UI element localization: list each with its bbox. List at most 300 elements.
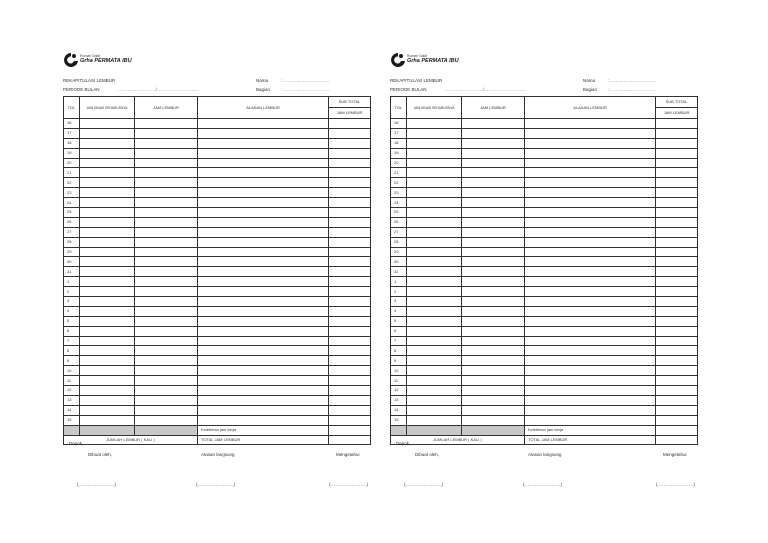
subtotal-cell[interactable] — [329, 356, 371, 366]
subtotal-cell[interactable] — [329, 208, 371, 218]
alasan-cell[interactable] — [198, 188, 329, 198]
alasan-cell[interactable] — [525, 386, 656, 396]
jam-dinas-cell[interactable] — [407, 366, 462, 376]
alasan-cell[interactable] — [525, 267, 656, 277]
jam-dinas-cell[interactable] — [80, 257, 135, 267]
alasan-cell[interactable] — [525, 287, 656, 297]
jam-dinas-cell[interactable] — [80, 326, 135, 336]
subtotal-cell[interactable] — [656, 405, 698, 415]
jam-dinas-cell[interactable] — [407, 198, 462, 208]
table-row — [391, 356, 698, 366]
atasan-label: Atasan langsung — [201, 452, 235, 457]
alasan-cell[interactable] — [525, 148, 656, 158]
row-date: 9 — [391, 356, 407, 366]
subtotal-cell[interactable] — [329, 366, 371, 376]
jam-dinas-cell[interactable] — [407, 188, 462, 198]
subtotal-cell[interactable] — [329, 198, 371, 208]
jam-dinas-cell[interactable] — [80, 267, 135, 277]
jam-dinas-cell[interactable] — [407, 376, 462, 386]
alasan-cell[interactable] — [525, 257, 656, 267]
table-row — [391, 208, 698, 218]
subtotal-cell[interactable] — [329, 257, 371, 267]
alasan-cell[interactable] — [198, 247, 329, 257]
jam-lembur-cell[interactable] — [135, 227, 198, 237]
jam-lembur-cell[interactable] — [135, 267, 198, 277]
alasan-cell[interactable] — [525, 297, 656, 307]
kelebihan-value[interactable] — [329, 425, 371, 435]
alasan-cell[interactable] — [525, 366, 656, 376]
name-field[interactable]: :………………………… — [281, 78, 330, 83]
alasan-cell[interactable] — [525, 306, 656, 316]
subtotal-cell[interactable] — [329, 178, 371, 188]
jam-lembur-cell[interactable] — [462, 405, 525, 415]
shaded-cell — [407, 425, 462, 435]
alasan-cell[interactable] — [525, 415, 656, 425]
subtotal-cell[interactable] — [656, 237, 698, 247]
jam-lembur-cell[interactable] — [135, 415, 198, 425]
jam-lembur-cell[interactable] — [462, 188, 525, 198]
jam-lembur-cell[interactable] — [135, 395, 198, 405]
alasan-cell[interactable] — [198, 297, 329, 307]
subtotal-cell[interactable] — [656, 395, 698, 405]
alasan-cell[interactable] — [525, 188, 656, 198]
jam-lembur-cell[interactable] — [462, 306, 525, 316]
signature-mengetahui[interactable]: (……………………) — [656, 482, 695, 487]
subtotal-cell[interactable] — [329, 346, 371, 356]
subtotal-cell[interactable] — [656, 336, 698, 346]
alasan-cell[interactable] — [525, 395, 656, 405]
table-row — [391, 217, 698, 227]
subtotal-cell[interactable] — [329, 128, 371, 138]
subtotal-cell[interactable] — [329, 119, 371, 129]
jam-dinas-cell[interactable] — [407, 316, 462, 326]
subtotal-cell[interactable] — [656, 316, 698, 326]
jam-lembur-cell[interactable] — [462, 168, 525, 178]
jam-lembur-cell[interactable] — [135, 178, 198, 188]
row-date: 9 — [64, 356, 80, 366]
jam-dinas-cell[interactable] — [80, 306, 135, 316]
jam-lembur-cell[interactable] — [462, 208, 525, 218]
jam-lembur-cell[interactable] — [135, 217, 198, 227]
jam-lembur-cell[interactable] — [135, 237, 198, 247]
alasan-cell[interactable] — [198, 346, 329, 356]
subtotal-cell[interactable] — [329, 336, 371, 346]
jam-dinas-cell[interactable] — [80, 148, 135, 158]
jam-lembur-cell[interactable] — [462, 138, 525, 148]
row-date: 2 — [64, 287, 80, 297]
subtotal-cell[interactable] — [656, 178, 698, 188]
alasan-cell[interactable] — [198, 158, 329, 168]
dept-label: Bagian — [256, 87, 271, 92]
col-tgl: TGL — [391, 97, 407, 119]
period-field[interactable]: ……………………/……………………… — [445, 87, 527, 92]
jam-dinas-cell[interactable] — [80, 128, 135, 138]
subtotal-cell[interactable] — [656, 326, 698, 336]
jam-lembur-cell[interactable] — [135, 158, 198, 168]
jam-dinas-cell[interactable] — [407, 227, 462, 237]
subtotal-cell[interactable] — [329, 237, 371, 247]
jam-lembur-cell[interactable] — [462, 376, 525, 386]
signature-mengetahui[interactable]: (……………………) — [329, 482, 368, 487]
jam-lembur-cell[interactable] — [135, 148, 198, 158]
table-row — [391, 306, 698, 316]
alasan-cell[interactable] — [525, 336, 656, 346]
subtotal-cell[interactable] — [329, 287, 371, 297]
jam-dinas-cell[interactable] — [407, 257, 462, 267]
row-date: 16 — [391, 119, 407, 129]
alasan-cell[interactable] — [525, 346, 656, 356]
table-row — [391, 188, 698, 198]
jam-lembur-cell[interactable] — [135, 128, 198, 138]
table-row — [391, 395, 698, 405]
jam-lembur-cell[interactable] — [135, 277, 198, 287]
jam-dinas-cell[interactable] — [80, 415, 135, 425]
alasan-cell[interactable] — [198, 138, 329, 148]
alasan-cell[interactable] — [525, 376, 656, 386]
table-row — [391, 316, 698, 326]
subtotal-cell[interactable] — [656, 119, 698, 129]
jam-dinas-cell[interactable] — [80, 227, 135, 237]
jam-dinas-cell[interactable] — [407, 148, 462, 158]
subtotal-cell[interactable] — [329, 188, 371, 198]
row-date: 7 — [64, 336, 80, 346]
subtotal-cell[interactable] — [656, 208, 698, 218]
jam-lembur-cell[interactable] — [462, 257, 525, 267]
subtotal-cell[interactable] — [329, 395, 371, 405]
jam-lembur-cell[interactable] — [462, 336, 525, 346]
jam-dinas-cell[interactable] — [80, 158, 135, 168]
subtotal-cell[interactable] — [656, 267, 698, 277]
alasan-cell[interactable] — [198, 405, 329, 415]
jam-dinas-cell[interactable] — [407, 346, 462, 356]
row-date: 23 — [391, 188, 407, 198]
subtotal-cell[interactable] — [656, 277, 698, 287]
jam-lembur-cell[interactable] — [135, 316, 198, 326]
alasan-cell[interactable] — [198, 119, 329, 129]
period-label: PERIODE BULAN — [63, 87, 100, 92]
row-date: 13 — [391, 395, 407, 405]
jam-lembur-cell[interactable] — [135, 376, 198, 386]
jam-lembur-cell[interactable] — [462, 178, 525, 188]
total-value[interactable] — [329, 435, 371, 445]
subtotal-cell[interactable] — [329, 386, 371, 396]
jam-lembur-cell[interactable] — [135, 138, 198, 148]
subtotal-cell[interactable] — [329, 277, 371, 287]
subtotal-cell[interactable] — [656, 158, 698, 168]
jam-lembur-cell[interactable] — [462, 158, 525, 168]
jam-lembur-cell[interactable] — [462, 366, 525, 376]
alasan-cell[interactable] — [525, 168, 656, 178]
jam-dinas-cell[interactable] — [407, 119, 462, 129]
row-date: 17 — [64, 128, 80, 138]
hospital-logo — [63, 52, 143, 70]
jam-dinas-cell[interactable] — [407, 415, 462, 425]
subtotal-cell[interactable] — [329, 227, 371, 237]
alasan-cell[interactable] — [198, 306, 329, 316]
alasan-cell[interactable] — [198, 316, 329, 326]
jam-lembur-cell[interactable] — [135, 257, 198, 267]
alasan-cell[interactable] — [198, 237, 329, 247]
jam-dinas-cell[interactable] — [407, 237, 462, 247]
subtotal-cell[interactable] — [656, 168, 698, 178]
jam-lembur-cell[interactable] — [462, 128, 525, 138]
jam-dinas-cell[interactable] — [80, 247, 135, 257]
alasan-cell[interactable] — [525, 208, 656, 218]
jam-dinas-cell[interactable] — [80, 217, 135, 227]
jam-lembur-cell[interactable] — [135, 188, 198, 198]
signature-dibuat[interactable]: (……………………) — [404, 482, 443, 487]
jam-dinas-cell[interactable] — [407, 336, 462, 346]
jam-lembur-cell[interactable] — [462, 316, 525, 326]
subtotal-cell[interactable] — [329, 316, 371, 326]
jam-dinas-cell[interactable] — [407, 395, 462, 405]
alasan-cell[interactable] — [525, 217, 656, 227]
alasan-cell[interactable] — [198, 415, 329, 425]
alasan-cell[interactable] — [198, 227, 329, 237]
jam-lembur-cell[interactable] — [135, 208, 198, 218]
signature-atasan[interactable]: (……………………) — [196, 482, 235, 487]
jam-dinas-cell[interactable] — [80, 297, 135, 307]
jam-dinas-cell[interactable] — [407, 277, 462, 287]
period-field[interactable]: ……………………/……………………… — [118, 87, 200, 92]
subtotal-cell[interactable] — [656, 247, 698, 257]
subtotal-cell[interactable] — [656, 138, 698, 148]
alasan-cell[interactable] — [198, 277, 329, 287]
alasan-cell[interactable] — [198, 208, 329, 218]
subtotal-cell[interactable] — [329, 326, 371, 336]
subtotal-cell[interactable] — [656, 306, 698, 316]
jam-dinas-cell[interactable] — [407, 287, 462, 297]
alasan-cell[interactable] — [198, 376, 329, 386]
jam-lembur-cell[interactable] — [135, 326, 198, 336]
jam-lembur-cell[interactable] — [462, 237, 525, 247]
jam-lembur-cell[interactable] — [135, 297, 198, 307]
jam-lembur-cell[interactable] — [135, 247, 198, 257]
jam-lembur-cell[interactable] — [135, 346, 198, 356]
jam-dinas-cell[interactable] — [407, 326, 462, 336]
subtotal-cell[interactable] — [656, 217, 698, 227]
jam-lembur-cell[interactable] — [462, 267, 525, 277]
table-row — [391, 267, 698, 277]
jam-lembur-cell[interactable] — [135, 119, 198, 129]
table-row — [391, 128, 698, 138]
jam-lembur-cell[interactable] — [462, 415, 525, 425]
jam-dinas-cell[interactable] — [407, 217, 462, 227]
jam-lembur-cell[interactable] — [135, 336, 198, 346]
alasan-cell[interactable] — [525, 277, 656, 287]
subtotal-cell[interactable] — [656, 356, 698, 366]
jam-dinas-cell[interactable] — [407, 405, 462, 415]
jam-dinas-cell[interactable] — [407, 208, 462, 218]
jam-lembur-cell[interactable] — [135, 168, 198, 178]
jam-lembur-cell[interactable] — [462, 356, 525, 366]
kelebihan-value[interactable] — [656, 425, 698, 435]
signature-dibuat[interactable]: (……………………) — [77, 482, 116, 487]
subtotal-cell[interactable] — [329, 247, 371, 257]
subtotal-cell[interactable] — [656, 227, 698, 237]
form-title: REKAPITULASI LEMBUR — [63, 78, 116, 83]
subtotal-cell[interactable] — [656, 346, 698, 356]
subtotal-cell[interactable] — [656, 415, 698, 425]
dept-field[interactable]: :………………………… — [608, 87, 657, 92]
alasan-cell[interactable] — [525, 128, 656, 138]
subtotal-cell[interactable] — [329, 138, 371, 148]
jam-lembur-cell[interactable] — [462, 395, 525, 405]
jam-dinas-cell[interactable] — [80, 119, 135, 129]
table-row — [64, 267, 371, 277]
jam-lembur-cell[interactable] — [462, 148, 525, 158]
subtotal-cell[interactable] — [656, 128, 698, 138]
jam-lembur-cell[interactable] — [462, 287, 525, 297]
jam-dinas-cell[interactable] — [80, 405, 135, 415]
alasan-cell[interactable] — [525, 178, 656, 188]
subtotal-cell[interactable] — [656, 148, 698, 158]
table-row — [64, 376, 371, 386]
alasan-cell[interactable] — [198, 366, 329, 376]
alasan-cell[interactable] — [198, 386, 329, 396]
name-field[interactable]: :………………………… — [608, 78, 657, 83]
jam-dinas-cell[interactable] — [407, 178, 462, 188]
jam-dinas-cell[interactable] — [407, 168, 462, 178]
subtotal-cell[interactable] — [329, 267, 371, 277]
jam-lembur-cell[interactable] — [462, 346, 525, 356]
col-subtotal — [329, 97, 371, 119]
subtotal-cell[interactable] — [656, 366, 698, 376]
jam-dinas-cell[interactable] — [80, 346, 135, 356]
alasan-cell[interactable] — [198, 356, 329, 366]
subtotal-cell[interactable] — [329, 306, 371, 316]
jam-lembur-cell[interactable] — [135, 405, 198, 415]
subtotal-cell[interactable] — [656, 297, 698, 307]
jam-lembur-cell[interactable] — [462, 277, 525, 287]
subtotal-cell[interactable] — [329, 158, 371, 168]
table-row — [64, 297, 371, 307]
alasan-cell[interactable] — [525, 356, 656, 366]
subtotal-cell[interactable] — [656, 188, 698, 198]
alasan-cell[interactable] — [198, 178, 329, 188]
alasan-cell[interactable] — [198, 336, 329, 346]
jam-lembur-cell[interactable] — [135, 366, 198, 376]
jam-dinas-cell[interactable] — [407, 247, 462, 257]
jam-lembur-cell[interactable] — [462, 119, 525, 129]
dept-field[interactable]: :………………………… — [281, 87, 330, 92]
subtotal-cell[interactable] — [329, 376, 371, 386]
table-row — [391, 415, 698, 425]
table-row — [391, 346, 698, 356]
total-value[interactable] — [656, 435, 698, 445]
alasan-cell[interactable] — [198, 198, 329, 208]
jam-dinas-cell[interactable] — [80, 277, 135, 287]
subtotal-cell[interactable] — [656, 287, 698, 297]
jam-dinas-cell[interactable] — [80, 366, 135, 376]
subtotal-cell[interactable] — [329, 148, 371, 158]
atasan-label: Atasan langsung — [528, 452, 562, 457]
jam-dinas-cell[interactable] — [80, 237, 135, 247]
jam-dinas-cell[interactable] — [407, 158, 462, 168]
alasan-cell[interactable] — [525, 138, 656, 148]
alasan-cell[interactable] — [525, 119, 656, 129]
subtotal-cell[interactable] — [656, 257, 698, 267]
alasan-cell[interactable] — [525, 247, 656, 257]
alasan-cell[interactable] — [525, 405, 656, 415]
alasan-cell[interactable] — [525, 316, 656, 326]
signature-atasan[interactable]: (……………………) — [523, 482, 562, 487]
subtotal-cell[interactable] — [329, 405, 371, 415]
alasan-cell[interactable] — [198, 326, 329, 336]
alasan-cell[interactable] — [525, 158, 656, 168]
jam-dinas-cell[interactable] — [407, 306, 462, 316]
jam-dinas-cell[interactable] — [80, 208, 135, 218]
mengetahui-label: Mengetahui — [663, 452, 687, 457]
subtotal-cell[interactable] — [656, 198, 698, 208]
jam-dinas-cell[interactable] — [407, 386, 462, 396]
hospital-logo — [390, 52, 470, 70]
jam-dinas-cell[interactable] — [80, 168, 135, 178]
jam-dinas-cell[interactable] — [80, 386, 135, 396]
jam-lembur-cell[interactable] — [462, 227, 525, 237]
alasan-cell[interactable] — [525, 227, 656, 237]
alasan-cell[interactable] — [198, 287, 329, 297]
jam-dinas-cell[interactable] — [407, 128, 462, 138]
alasan-cell[interactable] — [198, 217, 329, 227]
alasan-cell[interactable] — [198, 128, 329, 138]
jam-dinas-cell[interactable] — [80, 356, 135, 366]
jam-lembur-cell[interactable] — [462, 297, 525, 307]
jam-dinas-cell[interactable] — [407, 297, 462, 307]
jam-lembur-cell[interactable] — [135, 306, 198, 316]
table-row — [64, 336, 371, 346]
jam-lembur-cell[interactable] — [135, 356, 198, 366]
jam-dinas-cell[interactable] — [80, 178, 135, 188]
jam-lembur-cell[interactable] — [135, 386, 198, 396]
jam-dinas-cell[interactable] — [80, 376, 135, 386]
alasan-cell[interactable] — [198, 395, 329, 405]
alasan-cell[interactable] — [525, 326, 656, 336]
jam-dinas-cell[interactable] — [80, 138, 135, 148]
subtotal-cell[interactable] — [329, 217, 371, 227]
jam-dinas-cell[interactable] — [407, 356, 462, 366]
alasan-cell[interactable] — [198, 257, 329, 267]
jam-dinas-cell[interactable] — [80, 287, 135, 297]
jam-lembur-cell[interactable] — [135, 198, 198, 208]
subtotal-cell[interactable] — [329, 415, 371, 425]
subtotal-cell[interactable] — [329, 168, 371, 178]
alasan-cell[interactable] — [525, 237, 656, 247]
jam-lembur-cell[interactable] — [135, 287, 198, 297]
alasan-cell[interactable] — [198, 148, 329, 158]
jam-lembur-cell[interactable] — [462, 247, 525, 257]
jam-dinas-cell[interactable] — [407, 267, 462, 277]
jam-lembur-cell[interactable] — [462, 326, 525, 336]
jam-dinas-cell[interactable] — [80, 336, 135, 346]
jumlah-label: JUMLAH LEMBUR ( KALI ) — [391, 435, 525, 445]
jam-dinas-cell[interactable] — [80, 395, 135, 405]
jam-lembur-cell[interactable] — [462, 386, 525, 396]
subtotal-cell[interactable] — [656, 376, 698, 386]
alasan-cell[interactable] — [198, 267, 329, 277]
jam-lembur-cell[interactable] — [462, 217, 525, 227]
jam-dinas-cell[interactable] — [80, 188, 135, 198]
jam-dinas-cell[interactable] — [80, 316, 135, 326]
jam-dinas-cell[interactable] — [407, 138, 462, 148]
jam-lembur-cell[interactable] — [462, 198, 525, 208]
alasan-cell[interactable] — [525, 198, 656, 208]
subtotal-cell[interactable] — [656, 386, 698, 396]
subtotal-cell[interactable] — [329, 297, 371, 307]
alasan-cell[interactable] — [198, 168, 329, 178]
jam-dinas-cell[interactable] — [80, 198, 135, 208]
col-subtotal-top: SUB TOTAL — [656, 97, 697, 108]
